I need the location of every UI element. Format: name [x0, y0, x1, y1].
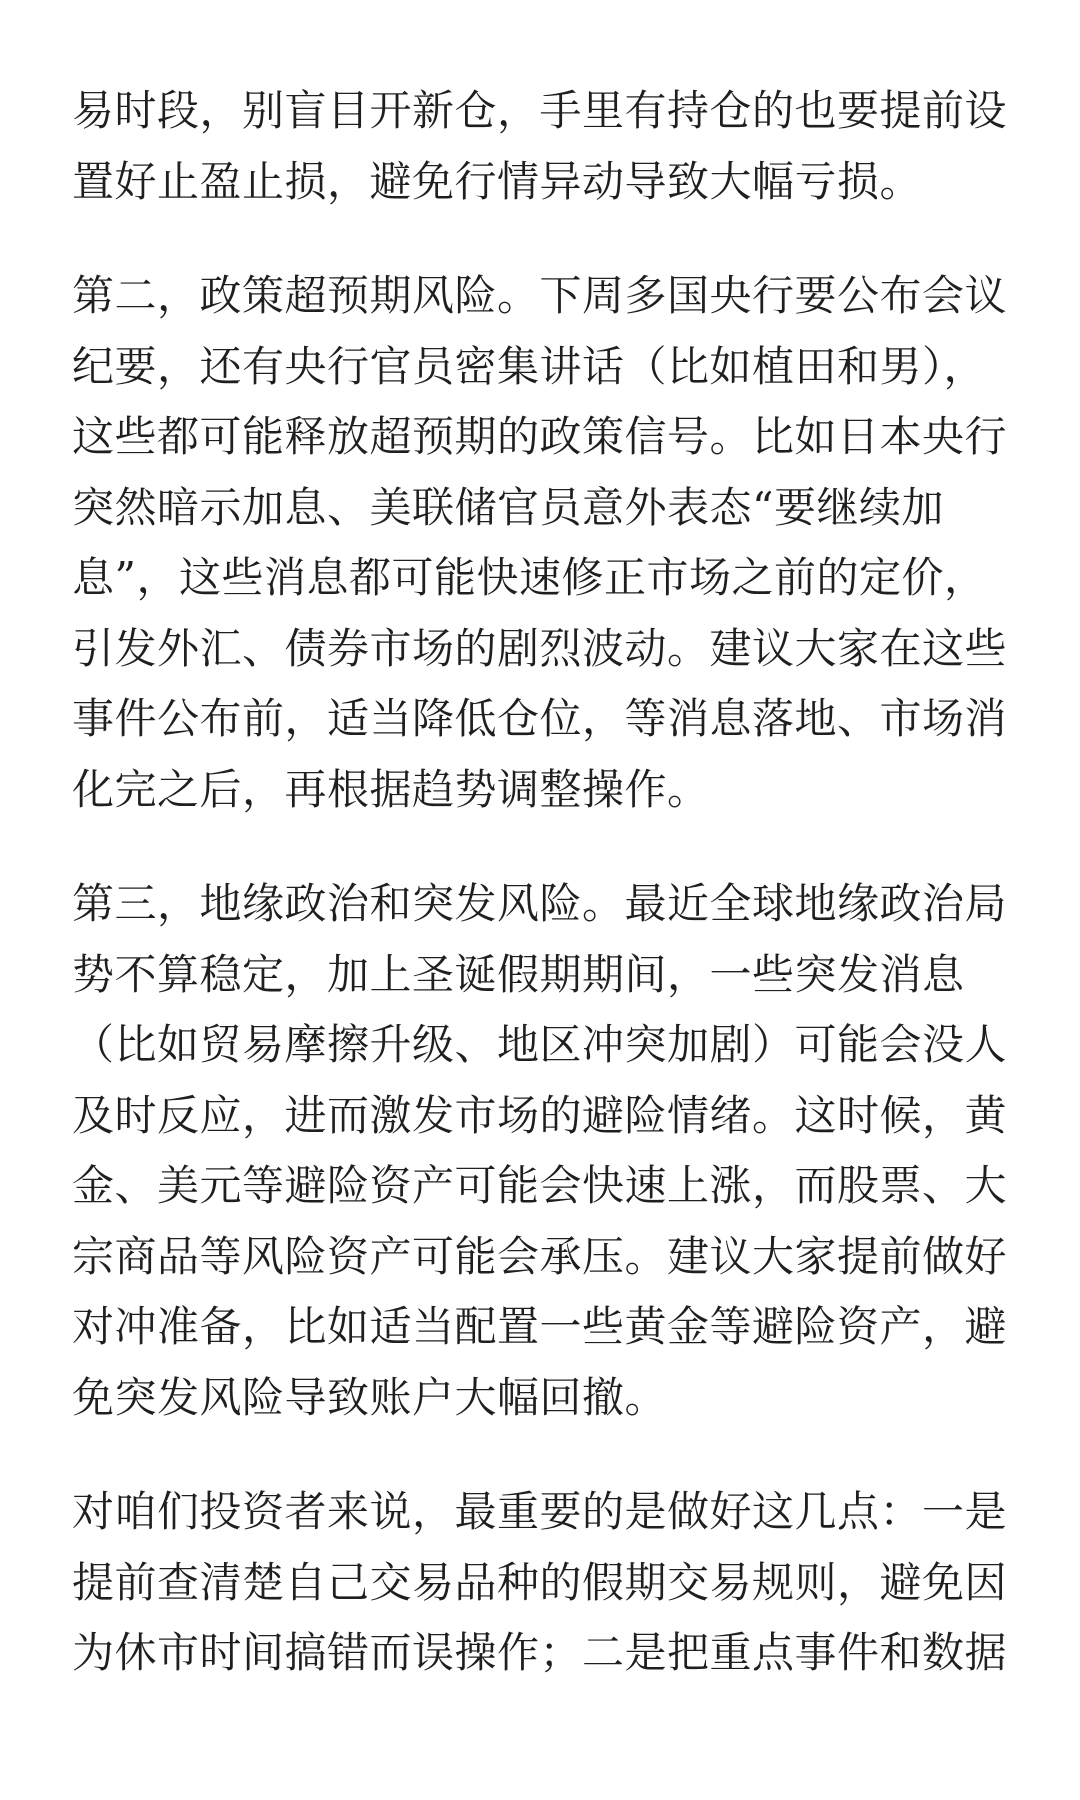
- text-line: 金、美元等避险资产可能会快速上涨，而股票、大: [72, 1161, 1008, 1210]
- text-line: 对咱们投资者来说，最重要的是做好这几点：一是: [72, 1487, 1008, 1536]
- paragraph: [72, 869, 1008, 1433]
- paragraph-spacer: [72, 825, 1008, 869]
- text-line: 及时反应，进而激发市场的避险情绪。这时候，黄: [72, 1090, 1008, 1140]
- text-line: 易时段，别盲目开新仓，手里有持仓的也要提前设: [72, 86, 1008, 135]
- text-line: 这些都可能释放超预期的政策信号。比如日本央行: [72, 412, 1008, 461]
- text-line: 置好止盈止损，避免行情异动导致大幅亏损。: [72, 156, 923, 206]
- paragraph: [72, 261, 1008, 825]
- text-line: 第三，地缘政治和突发风险。最近全球地缘政治局: [72, 879, 1008, 928]
- text-line: 宗商品等风险资产可能会承压。建议大家提前做好: [72, 1231, 1008, 1281]
- paragraph: [72, 76, 1008, 217]
- paragraph-spacer: [72, 1433, 1008, 1477]
- text-line: 突然暗示加息、美联储官员意外表态“要继续加: [72, 482, 944, 532]
- text-line: 为休市时间搞错而误操作；二是把重点事件和数据: [72, 1628, 1008, 1677]
- text-line: 第二，政策超预期风险。下周多国央行要公布会议: [72, 271, 1008, 320]
- text-line: 纪要，还有央行官员密集讲话（比如植田和男），: [72, 341, 987, 391]
- text-line: 事件公布前，适当降低仓位，等消息落地、市场消: [72, 694, 1008, 743]
- text-line: （比如贸易摩擦升级、地区冲突加剧）可能会没人: [72, 1020, 1008, 1069]
- text-line: 引发外汇、债券市场的剧烈波动。建议大家在这些: [72, 623, 1008, 673]
- text-line: 免突发风险导致账户大幅回撤。: [72, 1372, 668, 1422]
- text-line: 息”，这些消息都可能快速修正市场之前的定价，: [72, 553, 987, 602]
- paragraph-spacer: [72, 217, 1008, 261]
- text-line: 提前查清楚自己交易品种的假期交易规则，避免因: [72, 1557, 1008, 1607]
- paragraph: [72, 1477, 1008, 1689]
- text-line: 势不算稳定，加上圣诞假期期间，一些突发消息: [72, 949, 965, 999]
- text-line: 化完之后，再根据趋势调整操作。: [72, 764, 710, 814]
- text-line: 对冲准备，比如适当配置一些黄金等避险资产，避: [72, 1302, 1008, 1351]
